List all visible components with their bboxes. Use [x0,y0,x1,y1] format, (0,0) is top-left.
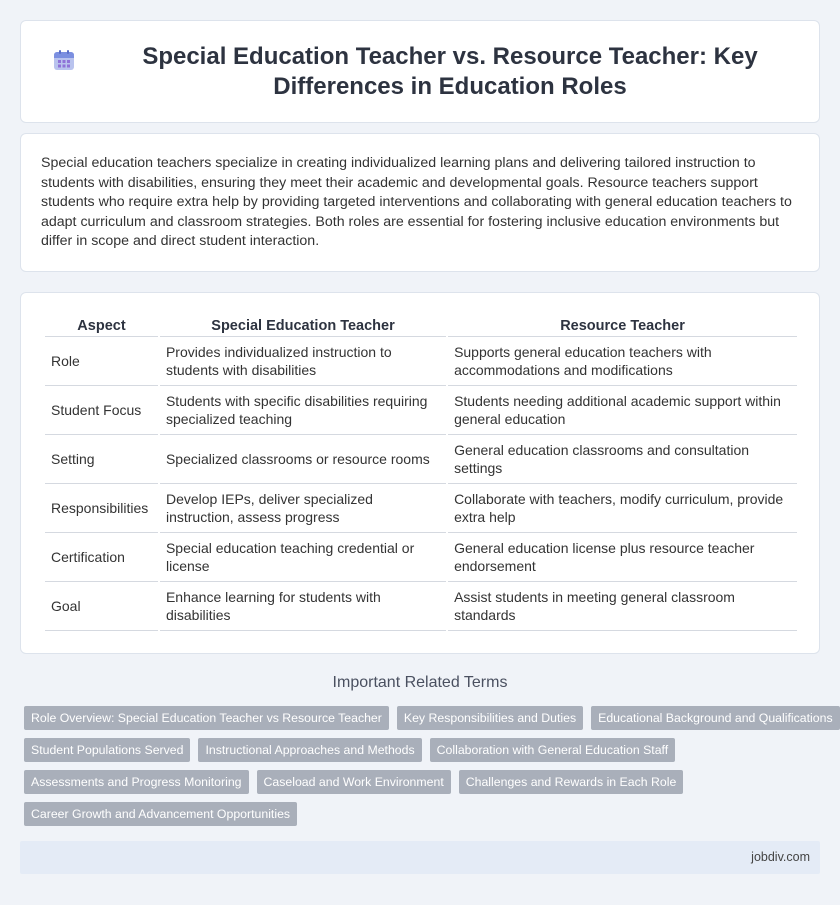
table-row [45,386,797,435]
table-cell-aspect: Certification [45,533,158,582]
table-cell-resource: Supports general education teachers with accommodations and modifications [448,337,797,386]
table-cell-aspect: Goal [45,582,158,631]
table-cell-special-education: Specialized classrooms or resource rooms [160,435,446,484]
related-term-tag[interactable]: Challenges and Rewards in Each Role [459,770,684,794]
table-header-row [45,311,797,337]
header-card [20,20,820,123]
related-terms-heading: Important Related Terms [332,674,508,691]
table-row [45,582,797,631]
related-term-tag[interactable]: Educational Background and Qualifications [591,706,839,730]
comparison-table-card [20,292,820,654]
table-row [45,337,797,386]
related-term-tag[interactable]: Caseload and Work Environment [257,770,451,794]
table-cell-special-education: Students with specific disabilities requiring specialized teaching [160,386,446,435]
intro-paragraph: Special education teachers specialize in creating individualized learning plans and delivering tailored instruction to students with disabilities, ensuring they meet their academic and developmental goals. Resource teachers support students who require extra help by providing targeted interventions and collaborating with general education teachers to adapt curriculum and classroom strategies. Both roles are essential for fostering inclusive education environments but differ in scope and direct student interaction. [41,155,792,249]
table-row [45,435,797,484]
column-header-aspect: Aspect [45,311,158,337]
page-title: Special Education Teacher vs. Resource Teacher: Key Differences in Education Roles [142,42,758,100]
table-cell-resource: Assist students in meeting general classroom standards [448,582,797,631]
column-header-special-education-teacher: Special Education Teacher [160,311,446,337]
table-cell-resource: General education classrooms and consultation settings [448,435,797,484]
table-cell-special-education: Enhance learning for students with disabilities [160,582,446,631]
table-cell-aspect: Responsibilities [45,484,158,533]
table-row [45,533,797,582]
related-term-tag[interactable]: Career Growth and Advancement Opportunities [24,802,297,826]
related-term-tag[interactable]: Instructional Approaches and Methods [198,738,421,762]
comparison-table [43,311,799,631]
intro-card [20,133,820,272]
table-cell-resource: Collaborate with teachers, modify curriculum, provide extra help [448,484,797,533]
footer [20,841,820,874]
table-cell-aspect: Setting [45,435,158,484]
table-cell-aspect: Role [45,337,158,386]
related-term-tag[interactable]: Role Overview: Special Education Teacher vs Resource Teacher [24,706,389,730]
table-cell-resource: Students needing additional academic support within general education [448,386,797,435]
table-cell-special-education: Develop IEPs, deliver specialized instruction, assess progress [160,484,446,533]
related-term-tag[interactable]: Student Populations Served [24,738,190,762]
table-cell-aspect: Student Focus [45,386,158,435]
related-term-tag[interactable]: Assessments and Progress Monitoring [24,770,249,794]
table-cell-special-education: Provides individualized instruction to students with disabilities [160,337,446,386]
related-term-tag[interactable]: Collaboration with General Education Staff [430,738,676,762]
table-cell-special-education: Special education teaching credential or license [160,533,446,582]
table-row [45,484,797,533]
related-term-tag[interactable]: Key Responsibilities and Duties [397,706,583,730]
table-cell-resource: General education license plus resource teacher endorsement [448,533,797,582]
related-terms-tags [24,706,833,834]
column-header-resource-teacher: Resource Teacher [448,311,797,337]
footer-site-link[interactable]: jobdiv.com [751,850,810,864]
